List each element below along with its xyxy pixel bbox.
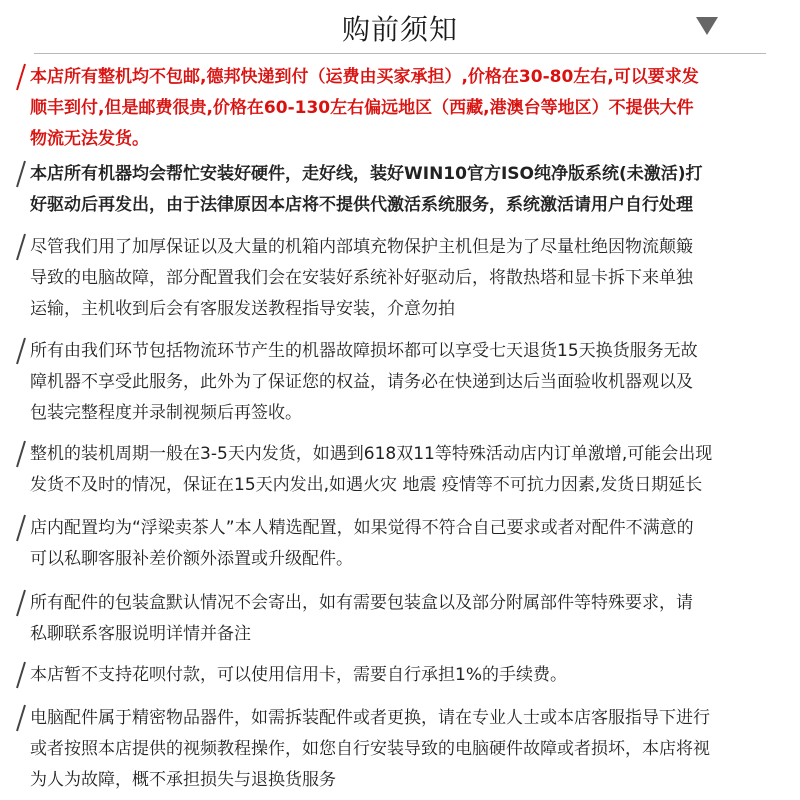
page-header: [0, 0, 800, 54]
header-divider: [34, 53, 766, 54]
notice-line: 所有由我们环节包括物流环节产生的机器故障损坏都可以享受七天退货15天换货服务无故: [30, 341, 698, 361]
notice-line: 本店暂不支持花呗付款，可以使用信用卡，需要自行承担1%的手续费。: [30, 665, 567, 685]
notice-line: 可以私聊客服补差价额外添置或升级配件。: [30, 549, 353, 569]
notice-line: 包装完整程度并录制视频后再签收。: [30, 403, 302, 423]
notice-line: 私聊联系客服说明详情并备注: [30, 624, 251, 644]
notice-line: 导致的电脑故障，部分配置我们会在安装好系统补好驱动后，将散热塔和显卡拆下来单独: [30, 268, 693, 288]
notice-packaging: [14, 232, 794, 325]
notice-shipping: [14, 62, 794, 155]
notice-line: 店内配置均为“浮梁卖茶人”本人精选配置，如果觉得不符合自己要求或者对配件不满意的: [30, 518, 694, 538]
slash-marker-icon: [14, 60, 28, 94]
notice-parts-boxes: [14, 588, 794, 650]
notice-line: 顺丰到付,但是邮费很贵,价格在60-130左右偏远地区（西藏,港澳台等地区）不提供大件: [30, 98, 694, 118]
slash-marker-icon: [14, 230, 28, 264]
slash-marker-icon: [14, 511, 28, 545]
notice-line: 本店所有机器均会帮忙安装好硬件，走好线，装好WIN10官方ISO纯净版系统(未激活)打: [30, 164, 703, 184]
slash-marker-icon: [14, 157, 28, 191]
notice-line: 本店所有整机均不包邮,德邦快递到付（运费由买家承担）,价格在30-80左右,可以要求发: [30, 67, 699, 87]
notice-line: 为人为故障，概不承担损失与退换货服务: [30, 770, 336, 790]
slash-marker-icon: [14, 334, 28, 368]
notice-payment: [14, 660, 794, 691]
notice-line: 障机器不享受此服务，此外为了保证您的权益，请务必在快递到达后当面验收机器观以及: [30, 372, 693, 392]
notice-line: 所有配件的包装盒默认情况不会寄出，如有需要包装盒以及部分附属部件等特殊要求，请: [30, 593, 693, 613]
notice-line: 好驱动后再发出，由于法律原因本店将不提供代激活系统服务，系统激活请用户自行处理: [30, 195, 693, 215]
notice-build-cycle: [14, 439, 794, 501]
dropdown-triangle-icon: [696, 17, 718, 35]
notice-line: 尽管我们用了加厚保证以及大量的机箱内部填充物保护主机但是为了尽量杜绝因物流颠簸: [30, 237, 693, 257]
notice-line: 物流无法发货。: [30, 129, 149, 149]
notice-installation: [14, 159, 794, 221]
notice-line: 运输，主机收到后会有客服发送教程指导安装，介意勿拍: [30, 299, 455, 319]
slash-marker-icon: [14, 586, 28, 620]
notice-disassembly: [14, 703, 794, 796]
slash-marker-icon: [14, 658, 28, 692]
notice-configurations: [14, 513, 794, 575]
slash-marker-icon: [14, 701, 28, 735]
notice-line: 发货不及时的情况，保证在15天内发出,如遇火灾 地震 疫情等不可抗力因素,发货日期延长: [30, 475, 703, 495]
slash-marker-icon: [14, 437, 28, 471]
notice-line: 电脑配件属于精密物品器件，如需拆装配件或者更换，请在专业人士或本店客服指导下进行: [30, 708, 710, 728]
notice-line: 整机的装机周期一般在3-5天内发货，如遇到618双11等特殊活动店内订单激增,可能会出现: [30, 444, 713, 464]
notice-line: 或者按照本店提供的视频教程操作，如您自行安装导致的电脑硬件故障或者损坏，本店将视: [30, 739, 710, 759]
page-title: 购前须知: [341, 13, 458, 46]
notice-returns: [14, 336, 794, 429]
